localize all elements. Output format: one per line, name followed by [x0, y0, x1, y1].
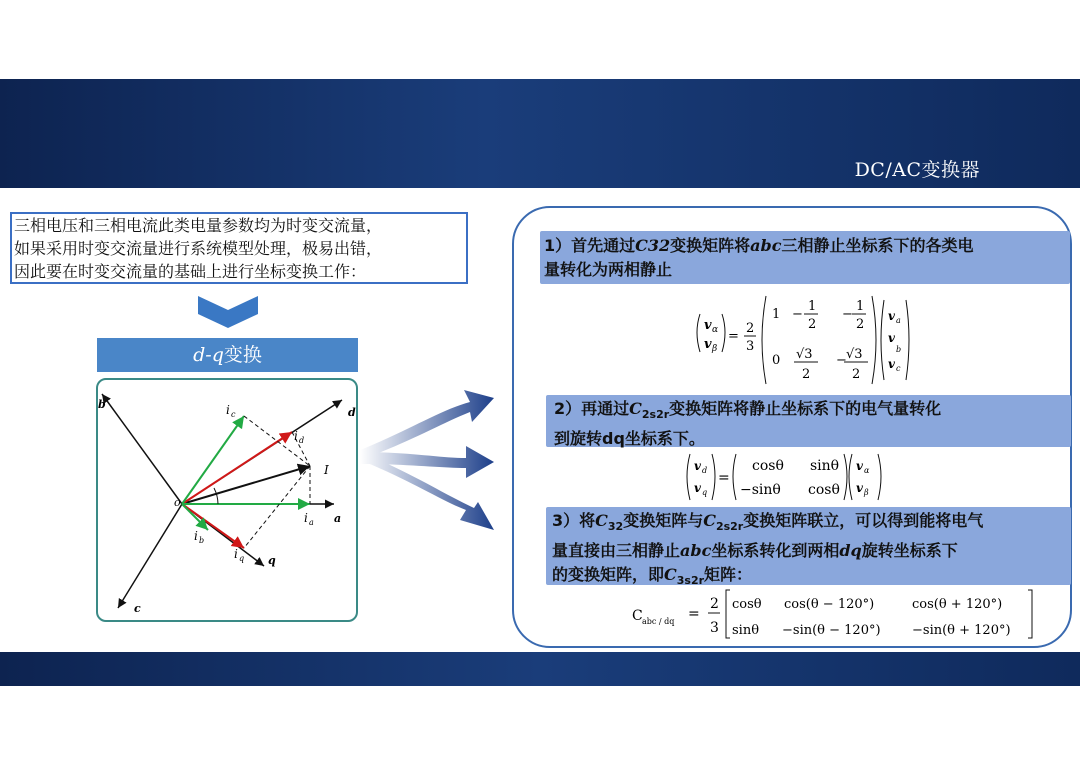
eq3-equals: =: [688, 606, 700, 622]
label-ic-sub: c: [231, 410, 236, 419]
label-ib-sub: b: [199, 536, 205, 545]
step2-text: 2）再通过: [554, 399, 630, 418]
eq2-sub-alpha: α: [864, 466, 870, 475]
axis-label-c: c: [134, 602, 141, 615]
label-ic: i: [226, 403, 230, 417]
step2-text: 变换矩阵将静止坐标系下的电气量转化: [669, 399, 942, 418]
eq2-v: v: [856, 481, 863, 495]
step3-text: 变换矩阵与: [623, 511, 704, 530]
eq2-cell: cosθ: [752, 458, 784, 474]
eq1-cell: 0: [772, 353, 781, 368]
eq2-v: v: [694, 481, 701, 495]
axis-label-b: b: [98, 398, 106, 411]
eq1-cell: 2: [856, 317, 865, 332]
step3-c3-sub: 3s2r: [676, 574, 705, 588]
step2-line2: 到旋转dq坐标系下。: [554, 429, 705, 449]
eq1-cell: 1: [808, 299, 817, 314]
step3-c: C: [595, 511, 608, 530]
step-1-box: [540, 231, 1070, 284]
vector-diagram: [98, 380, 356, 620]
step3-text: 矩阵：: [704, 565, 753, 585]
axis-label-a: a: [334, 512, 342, 525]
step1-text: 变换矩阵将: [670, 236, 751, 255]
eq1-coef-den: 3: [746, 339, 755, 354]
footer-band: [0, 652, 1080, 686]
eq3-lhs: C: [632, 608, 643, 624]
eq2-cell: sinθ: [810, 458, 840, 474]
eq1-beta: β: [712, 344, 718, 354]
eq1-cell: 2: [802, 367, 811, 382]
eq3-cell: −sin(θ + 120°): [912, 623, 1011, 638]
vector-diagram-box: [96, 378, 358, 622]
eq2-v: v: [856, 459, 863, 473]
label-origin: o: [174, 496, 181, 509]
eq1-cell: −: [836, 353, 847, 368]
eq1-cell: 1: [772, 307, 781, 322]
eq1-sub-b: b: [896, 345, 902, 354]
eq3-cell: cosθ: [732, 597, 762, 612]
eq1-sub-c: c: [896, 364, 901, 373]
step3-text: 量直接由三相静止: [552, 541, 681, 561]
dq-text: 变换: [223, 344, 262, 366]
step-3-box: [546, 507, 1071, 588]
equation-park: [682, 450, 902, 504]
dq-italic: d-q: [193, 344, 224, 366]
eq3-num: 2: [710, 596, 719, 612]
axis-label-q: q: [268, 554, 276, 567]
step3-c3: C: [664, 565, 677, 585]
eq3-lhs-sub: abc / dq: [642, 617, 675, 626]
label-ia: i: [304, 511, 308, 525]
label-id-sub: d: [299, 436, 305, 445]
eq1-v: v: [888, 357, 895, 371]
chevron-down-icon: [198, 296, 258, 330]
eq2-cell: cosθ: [808, 482, 840, 498]
intro-line: 三相电压和三相电流此类电量参数均为时变交流量，: [14, 216, 383, 235]
label-ib: i: [194, 529, 198, 543]
intro-line: 如果采用时变交流量进行系统模型处理，极易出错，: [14, 239, 383, 258]
eq1-cell: −: [792, 307, 803, 322]
eq1-v: v: [888, 331, 895, 345]
intro-line: 因此要在时变交流量的基础上进行坐标变换工作：: [14, 262, 367, 281]
label-I: I: [324, 463, 329, 477]
step-2-box: [546, 395, 1071, 447]
label-id: i: [294, 429, 298, 443]
eq2-sub-beta: β: [864, 488, 869, 497]
eq1-cell: √3: [846, 347, 863, 362]
step1-line2: 量转化为两相静止: [544, 260, 673, 279]
eq1-cell: √3: [796, 347, 813, 362]
equation-clarke: [692, 292, 922, 390]
step3-dq: dq: [839, 541, 862, 561]
eq2-v: v: [694, 459, 701, 473]
step3-text: 3）将: [552, 511, 596, 530]
step2-matrix: C: [629, 399, 642, 418]
step1-text: 三相静止坐标系下的各类电: [781, 236, 974, 255]
equation-abc-dq: [632, 588, 1042, 644]
eq3-cell: cos(θ + 120°): [912, 597, 1003, 612]
step1-abc: abc: [750, 236, 782, 255]
eq1-cell: 1: [856, 299, 865, 314]
flow-arrows-icon: [360, 380, 500, 550]
eq1-v: v: [888, 309, 895, 323]
svg-text:=: =: [728, 329, 739, 344]
eq1-v: v: [704, 337, 712, 352]
eq1-cell: 2: [808, 317, 817, 332]
eq1-cell: 2: [852, 367, 861, 382]
label-iq: i: [234, 547, 238, 561]
eq1-sub-a: a: [896, 316, 901, 325]
dq-transform-label: [97, 338, 358, 372]
step3-text: 旋转坐标系下: [861, 541, 958, 561]
step2-matrix-sub: 2s2r: [641, 408, 670, 422]
eq3-den: 3: [710, 620, 719, 636]
eq3-cell: cos(θ − 120°): [784, 597, 875, 612]
label-ia-sub: a: [309, 518, 314, 527]
eq2-cell: −sinθ: [740, 482, 781, 498]
step3-text: 变换矩阵联立，可以得到能将电气: [743, 511, 984, 530]
step3-text: 坐标系转化到两相: [711, 541, 840, 561]
label-iq-sub: q: [239, 554, 245, 563]
step3-text: 的变换矩阵，即: [552, 565, 665, 585]
step3-c2-sub: 2s2r: [715, 520, 744, 534]
eq1-cell: −: [842, 307, 853, 322]
svg-text:=: =: [718, 470, 730, 486]
step3-c2: C: [703, 511, 716, 530]
eq1-coef-num: 2: [746, 321, 755, 336]
eq2-sub-d: d: [702, 466, 708, 475]
header-band: [0, 79, 1080, 188]
step1-text: 1）首先通过: [544, 236, 636, 255]
step1-matrix: C32: [635, 236, 671, 255]
eq3-cell: −sin(θ − 120°): [782, 623, 881, 638]
eq2-sub-q: q: [702, 488, 708, 497]
page-title: DC/AC变换器: [854, 159, 980, 181]
step3-c-sub: 32: [607, 520, 624, 534]
step3-abc: abc: [680, 541, 712, 561]
eq1-v: v: [704, 318, 712, 333]
eq1-alpha: α: [712, 325, 719, 335]
eq3-cell: sinθ: [732, 623, 760, 638]
intro-text-box: [10, 212, 468, 284]
axis-label-d: d: [348, 406, 356, 419]
